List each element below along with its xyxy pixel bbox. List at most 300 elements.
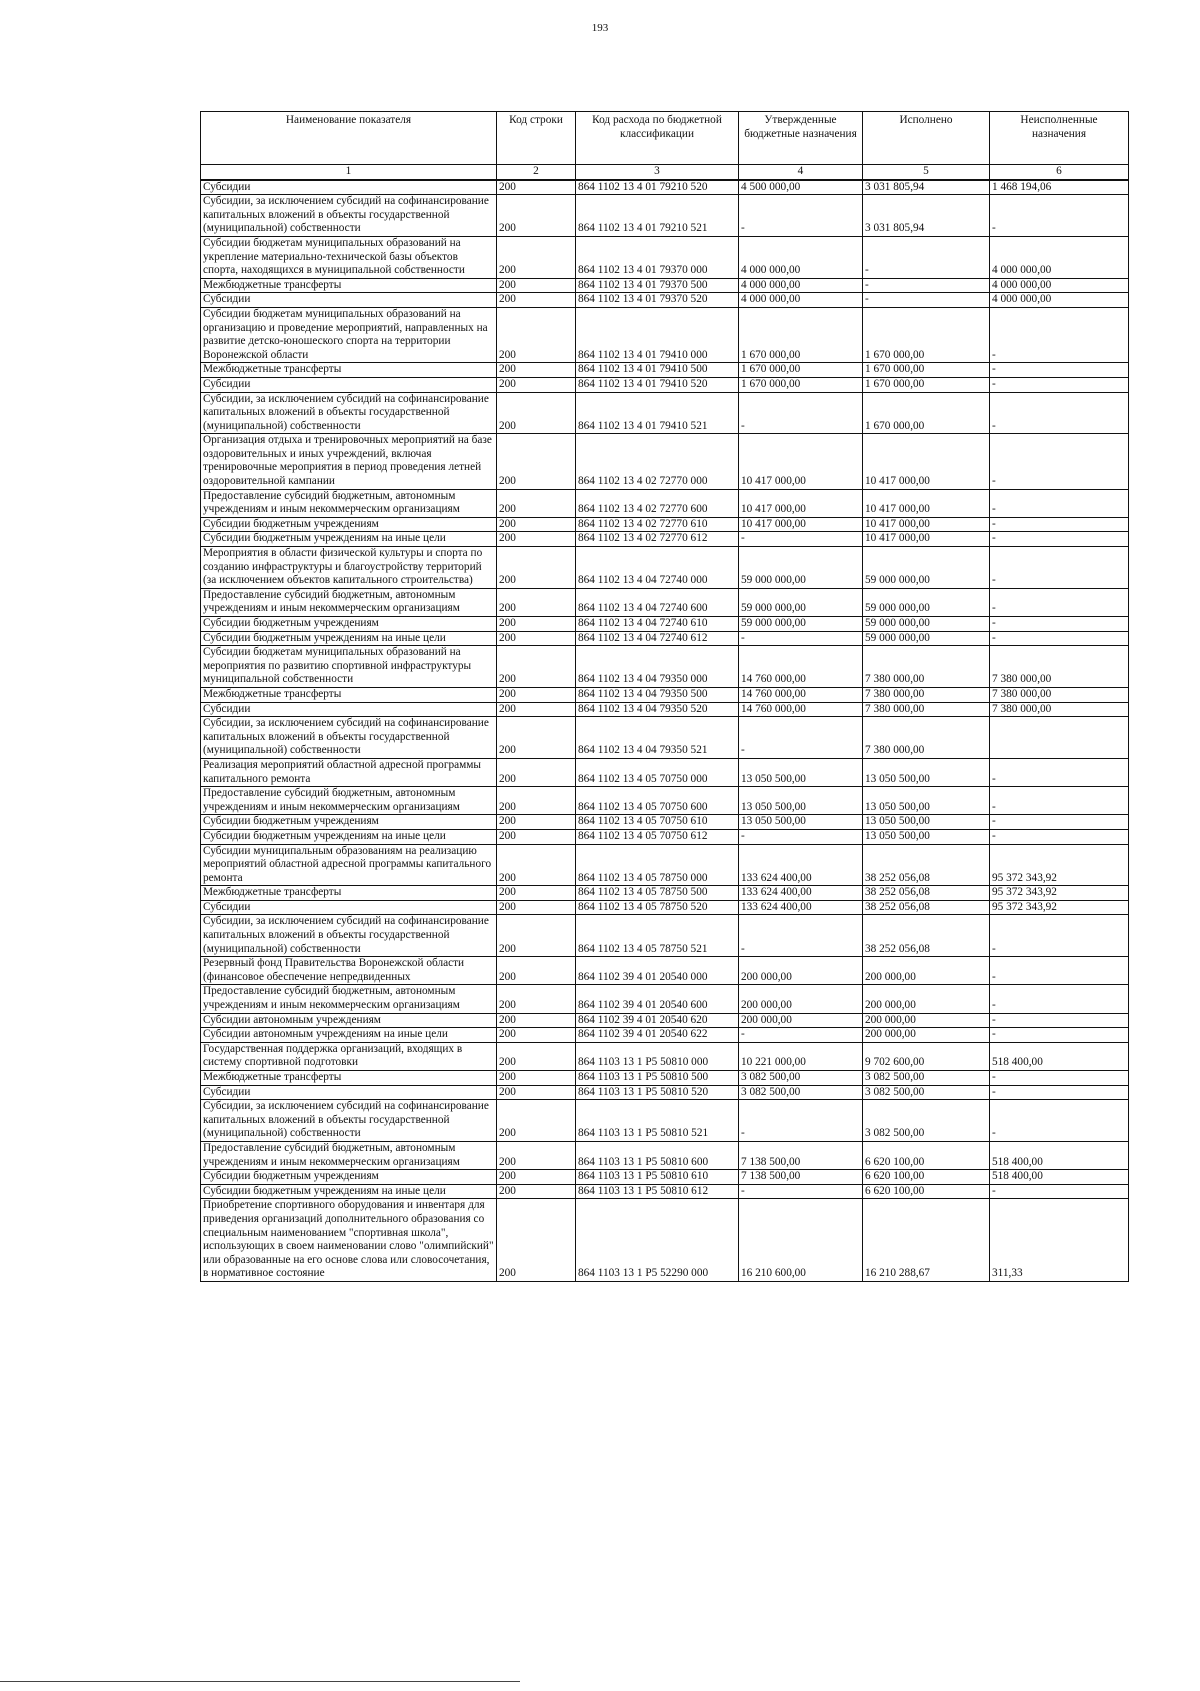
row-line-code: 200 bbox=[497, 646, 576, 688]
row-executed-amount: 10 417 000,00 bbox=[863, 517, 990, 532]
row-executed-amount: - bbox=[863, 278, 990, 293]
row-indicator-name: Субсидии bbox=[201, 900, 497, 915]
row-line-code: 200 bbox=[497, 307, 576, 362]
row-line-code: 200 bbox=[497, 363, 576, 378]
row-approved-amount: - bbox=[739, 829, 863, 844]
row-indicator-name: Субсидии бюджетным учреждениям на иные цели bbox=[201, 631, 497, 646]
table-row bbox=[201, 236, 1129, 278]
row-remaining-amount: 4 000 000,00 bbox=[990, 293, 1129, 308]
row-indicator-name: Субсидии бюджетам муниципальных образований на мероприятия по развитию спортивной инфраструктуры муниципальной собственности bbox=[201, 646, 497, 688]
row-indicator-name: Предоставление субсидий бюджетным, автономным учреждениям и иным некоммерческим организациям bbox=[201, 489, 497, 517]
row-indicator-name: Субсидии bbox=[201, 293, 497, 308]
row-line-code: 200 bbox=[497, 392, 576, 434]
row-line-code: 200 bbox=[497, 1028, 576, 1043]
row-budget-code: 864 1102 13 4 05 70750 610 bbox=[576, 815, 739, 830]
row-approved-amount: 59 000 000,00 bbox=[739, 547, 863, 589]
row-executed-amount: 10 417 000,00 bbox=[863, 532, 990, 547]
table-row bbox=[201, 1100, 1129, 1142]
row-remaining-amount: 518 400,00 bbox=[990, 1141, 1129, 1169]
row-line-code: 200 bbox=[497, 434, 576, 489]
table-row bbox=[201, 1028, 1129, 1043]
row-budget-code: 864 1102 13 4 01 79370 520 bbox=[576, 293, 739, 308]
table-row bbox=[201, 985, 1129, 1013]
table-row bbox=[201, 180, 1129, 195]
row-budget-code: 864 1102 13 4 05 78750 520 bbox=[576, 900, 739, 915]
row-approved-amount: 14 760 000,00 bbox=[739, 646, 863, 688]
row-indicator-name: Предоставление субсидий бюджетным, автономным учреждениям и иным некоммерческим организациям bbox=[201, 588, 497, 616]
table-row bbox=[201, 886, 1129, 901]
row-line-code: 200 bbox=[497, 1170, 576, 1185]
row-indicator-name: Мероприятия в области физической культуры и спорта по созданию инфраструктуры и благоустройству территорий (за исключением объектов капитального строительства) bbox=[201, 547, 497, 589]
row-executed-amount: 9 702 600,00 bbox=[863, 1042, 990, 1070]
row-remaining-amount: - bbox=[990, 617, 1129, 632]
row-budget-code: 864 1102 13 4 01 79370 000 bbox=[576, 236, 739, 278]
row-budget-code: 864 1102 13 4 02 72770 612 bbox=[576, 532, 739, 547]
row-executed-amount: 6 620 100,00 bbox=[863, 1184, 990, 1199]
header-executed: Исполнено bbox=[863, 112, 990, 165]
row-approved-amount: - bbox=[739, 717, 863, 759]
row-budget-code: 864 1103 13 1 Р5 50810 600 bbox=[576, 1141, 739, 1169]
row-line-code: 200 bbox=[497, 900, 576, 915]
row-line-code: 200 bbox=[497, 717, 576, 759]
row-line-code: 200 bbox=[497, 758, 576, 786]
row-approved-amount: 133 624 400,00 bbox=[739, 900, 863, 915]
row-executed-amount: 1 670 000,00 bbox=[863, 392, 990, 434]
table-body bbox=[201, 180, 1129, 1282]
row-approved-amount: 200 000,00 bbox=[739, 1013, 863, 1028]
row-approved-amount: 16 210 600,00 bbox=[739, 1199, 863, 1282]
row-approved-amount: 200 000,00 bbox=[739, 957, 863, 985]
row-approved-amount: - bbox=[739, 631, 863, 646]
row-budget-code: 864 1102 13 4 04 79350 520 bbox=[576, 702, 739, 717]
row-budget-code: 864 1102 13 4 04 79350 000 bbox=[576, 646, 739, 688]
row-budget-code: 864 1103 13 1 Р5 50810 000 bbox=[576, 1042, 739, 1070]
table-row bbox=[201, 1141, 1129, 1169]
row-line-code: 200 bbox=[497, 293, 576, 308]
row-approved-amount: 4 000 000,00 bbox=[739, 236, 863, 278]
row-line-code: 200 bbox=[497, 180, 576, 195]
row-budget-code: 864 1103 13 1 Р5 50810 520 bbox=[576, 1085, 739, 1100]
table-row bbox=[201, 278, 1129, 293]
table-row bbox=[201, 293, 1129, 308]
table-row bbox=[201, 900, 1129, 915]
row-indicator-name: Реализация мероприятий областной адресной программы капитального ремонта bbox=[201, 758, 497, 786]
table-header-row bbox=[201, 112, 1129, 165]
row-remaining-amount: 7 380 000,00 bbox=[990, 646, 1129, 688]
row-approved-amount: 4 500 000,00 bbox=[739, 180, 863, 195]
row-remaining-amount: 95 372 343,92 bbox=[990, 900, 1129, 915]
row-budget-code: 864 1102 13 4 01 79410 520 bbox=[576, 377, 739, 392]
table-row bbox=[201, 392, 1129, 434]
row-executed-amount: 59 000 000,00 bbox=[863, 588, 990, 616]
row-executed-amount: - bbox=[863, 236, 990, 278]
row-remaining-amount: - bbox=[990, 631, 1129, 646]
row-executed-amount: 3 082 500,00 bbox=[863, 1100, 990, 1142]
row-indicator-name: Субсидии бюджетным учреждениям bbox=[201, 1170, 497, 1185]
table-row bbox=[201, 532, 1129, 547]
row-remaining-amount: - bbox=[990, 547, 1129, 589]
row-approved-amount: 10 417 000,00 bbox=[739, 434, 863, 489]
row-indicator-name: Субсидии bbox=[201, 377, 497, 392]
row-line-code: 200 bbox=[497, 1042, 576, 1070]
column-number: 3 bbox=[576, 165, 739, 180]
row-executed-amount: 3 082 500,00 bbox=[863, 1085, 990, 1100]
row-indicator-name: Субсидии бюджетам муниципальных образований на укрепление материально-технической базы объектов спорта, находящихся в муниципальной собственности bbox=[201, 236, 497, 278]
row-remaining-amount: 95 372 343,92 bbox=[990, 886, 1129, 901]
row-executed-amount: 59 000 000,00 bbox=[863, 631, 990, 646]
row-remaining-amount: - bbox=[990, 195, 1129, 237]
row-remaining-amount: 95 372 343,92 bbox=[990, 844, 1129, 886]
row-budget-code: 864 1102 13 4 05 70750 612 bbox=[576, 829, 739, 844]
row-line-code: 200 bbox=[497, 1141, 576, 1169]
row-approved-amount: 14 760 000,00 bbox=[739, 702, 863, 717]
header-budget-code: Код расхода по бюджетной классификации bbox=[576, 112, 739, 165]
table-row bbox=[201, 1199, 1129, 1282]
table-row bbox=[201, 631, 1129, 646]
row-indicator-name: Резервный фонд Правительства Воронежской области (финансовое обеспечение непредвиденных bbox=[201, 957, 497, 985]
row-line-code: 200 bbox=[497, 915, 576, 957]
table-row bbox=[201, 702, 1129, 717]
row-budget-code: 864 1103 13 1 Р5 50810 610 bbox=[576, 1170, 739, 1185]
row-remaining-amount: - bbox=[990, 307, 1129, 362]
row-approved-amount: 3 082 500,00 bbox=[739, 1071, 863, 1086]
row-approved-amount: - bbox=[739, 392, 863, 434]
table-row bbox=[201, 588, 1129, 616]
table-row bbox=[201, 1071, 1129, 1086]
row-indicator-name: Предоставление субсидий бюджетным, автономным учреждениям и иным некоммерческим организациям bbox=[201, 985, 497, 1013]
column-number: 6 bbox=[990, 165, 1129, 180]
row-budget-code: 864 1102 13 4 01 79410 000 bbox=[576, 307, 739, 362]
row-executed-amount: 3 082 500,00 bbox=[863, 1071, 990, 1086]
table-row bbox=[201, 489, 1129, 517]
row-remaining-amount: 7 380 000,00 bbox=[990, 702, 1129, 717]
row-remaining-amount: - bbox=[990, 1071, 1129, 1086]
row-remaining-amount: - bbox=[990, 985, 1129, 1013]
row-remaining-amount: - bbox=[990, 1085, 1129, 1100]
row-executed-amount: 59 000 000,00 bbox=[863, 547, 990, 589]
row-remaining-amount: - bbox=[990, 787, 1129, 815]
row-indicator-name: Субсидии муниципальным образованиям на реализацию мероприятий областной адресной программы капитального ремонта bbox=[201, 844, 497, 886]
row-line-code: 200 bbox=[497, 1184, 576, 1199]
header-line-code: Код строки bbox=[497, 112, 576, 165]
table-row bbox=[201, 517, 1129, 532]
row-approved-amount: 4 000 000,00 bbox=[739, 278, 863, 293]
column-number-row bbox=[201, 165, 1129, 180]
row-executed-amount: 13 050 500,00 bbox=[863, 815, 990, 830]
table-row bbox=[201, 687, 1129, 702]
row-line-code: 200 bbox=[497, 687, 576, 702]
row-line-code: 200 bbox=[497, 1013, 576, 1028]
footer-divider bbox=[0, 1681, 520, 1682]
page-number: 193 bbox=[591, 22, 609, 34]
row-indicator-name: Субсидии, за исключением субсидий на софинансирование капитальных вложений в объекты государственной (муниципальной) собственности bbox=[201, 915, 497, 957]
row-remaining-amount: 4 000 000,00 bbox=[990, 278, 1129, 293]
row-executed-amount: 3 031 805,94 bbox=[863, 180, 990, 195]
row-indicator-name: Субсидии, за исключением субсидий на софинансирование капитальных вложений в объекты государственной (муниципальной) собственности bbox=[201, 1100, 497, 1142]
row-remaining-amount: - bbox=[990, 588, 1129, 616]
row-indicator-name: Субсидии бюджетам муниципальных образований на организацию и проведение мероприятий, направленных на развитие детско-юношеского спорта на территории Воронежской области bbox=[201, 307, 497, 362]
row-line-code: 200 bbox=[497, 829, 576, 844]
row-remaining-amount: - bbox=[990, 363, 1129, 378]
table-row bbox=[201, 1184, 1129, 1199]
row-approved-amount: 14 760 000,00 bbox=[739, 687, 863, 702]
table-row bbox=[201, 915, 1129, 957]
row-remaining-amount: - bbox=[990, 377, 1129, 392]
row-remaining-amount: - bbox=[990, 434, 1129, 489]
row-budget-code: 864 1102 13 4 04 72740 000 bbox=[576, 547, 739, 589]
row-line-code: 200 bbox=[497, 815, 576, 830]
row-budget-code: 864 1102 13 4 01 79410 500 bbox=[576, 363, 739, 378]
row-budget-code: 864 1102 39 4 01 20540 620 bbox=[576, 1013, 739, 1028]
table-row bbox=[201, 758, 1129, 786]
row-approved-amount: 200 000,00 bbox=[739, 985, 863, 1013]
row-executed-amount: 1 670 000,00 bbox=[863, 307, 990, 362]
row-approved-amount: 13 050 500,00 bbox=[739, 758, 863, 786]
row-executed-amount: 13 050 500,00 bbox=[863, 758, 990, 786]
row-line-code: 200 bbox=[497, 844, 576, 886]
row-remaining-amount: - bbox=[990, 815, 1129, 830]
row-executed-amount: - bbox=[863, 293, 990, 308]
row-budget-code: 864 1102 13 4 04 72740 610 bbox=[576, 617, 739, 632]
row-approved-amount: 4 000 000,00 bbox=[739, 293, 863, 308]
row-remaining-amount: 518 400,00 bbox=[990, 1170, 1129, 1185]
row-budget-code: 864 1102 13 4 04 72740 612 bbox=[576, 631, 739, 646]
row-remaining-amount: 1 468 194,06 bbox=[990, 180, 1129, 195]
row-executed-amount: 13 050 500,00 bbox=[863, 829, 990, 844]
header-approved: Утвержденные бюджетные назначения bbox=[739, 112, 863, 165]
row-indicator-name: Субсидии автономным учреждениям bbox=[201, 1013, 497, 1028]
row-approved-amount: 3 082 500,00 bbox=[739, 1085, 863, 1100]
row-approved-amount: - bbox=[739, 915, 863, 957]
row-budget-code: 864 1102 13 4 02 72770 610 bbox=[576, 517, 739, 532]
row-budget-code: 864 1102 13 4 04 79350 500 bbox=[576, 687, 739, 702]
row-line-code: 200 bbox=[497, 278, 576, 293]
row-executed-amount: 10 417 000,00 bbox=[863, 434, 990, 489]
row-indicator-name: Организация отдыха и тренировочных мероприятий на базе оздоровительных и иных учреждений, включая тренировочные мероприятия в период проведения летней оздоровительной кампании bbox=[201, 434, 497, 489]
row-approved-amount: 13 050 500,00 bbox=[739, 787, 863, 815]
column-number: 4 bbox=[739, 165, 863, 180]
table-row bbox=[201, 815, 1129, 830]
row-budget-code: 864 1102 13 4 01 79210 520 bbox=[576, 180, 739, 195]
row-indicator-name: Предоставление субсидий бюджетным, автономным учреждениям и иным некоммерческим организациям bbox=[201, 787, 497, 815]
table-row bbox=[201, 377, 1129, 392]
row-line-code: 200 bbox=[497, 377, 576, 392]
row-budget-code: 864 1102 13 4 01 79410 521 bbox=[576, 392, 739, 434]
row-approved-amount: - bbox=[739, 1184, 863, 1199]
row-executed-amount: 16 210 288,67 bbox=[863, 1199, 990, 1282]
row-line-code: 200 bbox=[497, 532, 576, 547]
row-approved-amount: - bbox=[739, 1100, 863, 1142]
row-remaining-amount: 311,33 bbox=[990, 1199, 1129, 1282]
row-indicator-name: Межбюджетные трансферты bbox=[201, 363, 497, 378]
row-approved-amount: - bbox=[739, 1028, 863, 1043]
table-row bbox=[201, 617, 1129, 632]
row-executed-amount: 200 000,00 bbox=[863, 1028, 990, 1043]
row-budget-code: 864 1103 13 1 Р5 50810 500 bbox=[576, 1071, 739, 1086]
row-approved-amount: 1 670 000,00 bbox=[739, 363, 863, 378]
table-row bbox=[201, 363, 1129, 378]
row-approved-amount: 10 417 000,00 bbox=[739, 517, 863, 532]
row-remaining-amount: - bbox=[990, 957, 1129, 985]
row-remaining-amount: - bbox=[990, 1028, 1129, 1043]
row-executed-amount: 7 380 000,00 bbox=[863, 702, 990, 717]
row-line-code: 200 bbox=[497, 787, 576, 815]
row-approved-amount: 7 138 500,00 bbox=[739, 1141, 863, 1169]
row-line-code: 200 bbox=[497, 195, 576, 237]
header-indicator-name: Наименование показателя bbox=[201, 112, 497, 165]
row-remaining-amount: - bbox=[990, 1013, 1129, 1028]
row-approved-amount: 133 624 400,00 bbox=[739, 844, 863, 886]
row-indicator-name: Субсидии бюджетным учреждениям bbox=[201, 617, 497, 632]
row-remaining-amount: - bbox=[990, 517, 1129, 532]
table-row bbox=[201, 1170, 1129, 1185]
row-executed-amount: 6 620 100,00 bbox=[863, 1141, 990, 1169]
header-remaining: Неисполненные назначения bbox=[990, 112, 1129, 165]
table-row bbox=[201, 646, 1129, 688]
row-executed-amount: 1 670 000,00 bbox=[863, 363, 990, 378]
row-indicator-name: Субсидии бюджетным учреждениям bbox=[201, 815, 497, 830]
row-remaining-amount bbox=[990, 717, 1129, 759]
row-remaining-amount: 518 400,00 bbox=[990, 1042, 1129, 1070]
table-row bbox=[201, 547, 1129, 589]
row-indicator-name: Приобретение спортивного оборудования и инвентаря для приведения организаций дополнительного образования со специальным наименованием "спортивная школа", использующих в своем наименовании слово "олимпийский" или образованные на его основе слова или словосочетания, в нормативное состояние bbox=[201, 1199, 497, 1282]
row-indicator-name: Субсидии бюджетным учреждениям на иные цели bbox=[201, 829, 497, 844]
row-budget-code: 864 1103 13 1 Р5 52290 000 bbox=[576, 1199, 739, 1282]
row-budget-code: 864 1102 13 4 05 70750 600 bbox=[576, 787, 739, 815]
row-budget-code: 864 1103 13 1 Р5 50810 612 bbox=[576, 1184, 739, 1199]
row-indicator-name: Субсидии бюджетным учреждениям bbox=[201, 517, 497, 532]
row-indicator-name: Государственная поддержка организаций, входящих в систему спортивной подготовки bbox=[201, 1042, 497, 1070]
row-budget-code: 864 1102 39 4 01 20540 600 bbox=[576, 985, 739, 1013]
row-indicator-name: Межбюджетные трансферты bbox=[201, 886, 497, 901]
row-executed-amount: 200 000,00 bbox=[863, 957, 990, 985]
row-line-code: 200 bbox=[497, 1100, 576, 1142]
table-row bbox=[201, 829, 1129, 844]
row-executed-amount: 38 252 056,08 bbox=[863, 915, 990, 957]
row-approved-amount: 13 050 500,00 bbox=[739, 815, 863, 830]
row-executed-amount: 7 380 000,00 bbox=[863, 687, 990, 702]
row-executed-amount: 10 417 000,00 bbox=[863, 489, 990, 517]
row-approved-amount: 10 221 000,00 bbox=[739, 1042, 863, 1070]
row-budget-code: 864 1102 13 4 01 79210 521 bbox=[576, 195, 739, 237]
row-indicator-name: Субсидии, за исключением субсидий на софинансирование капитальных вложений в объекты государственной (муниципальной) собственности bbox=[201, 195, 497, 237]
row-indicator-name: Субсидии бюджетным учреждениям на иные цели bbox=[201, 1184, 497, 1199]
row-indicator-name: Субсидии, за исключением субсидий на софинансирование капитальных вложений в объекты государственной (муниципальной) собственности bbox=[201, 392, 497, 434]
row-line-code: 200 bbox=[497, 489, 576, 517]
row-indicator-name: Межбюджетные трансферты bbox=[201, 1071, 497, 1086]
row-line-code: 200 bbox=[497, 631, 576, 646]
row-approved-amount: 133 624 400,00 bbox=[739, 886, 863, 901]
row-line-code: 200 bbox=[497, 957, 576, 985]
row-approved-amount: 1 670 000,00 bbox=[739, 307, 863, 362]
row-budget-code: 864 1102 13 4 05 78750 521 bbox=[576, 915, 739, 957]
column-number: 2 bbox=[497, 165, 576, 180]
row-approved-amount: - bbox=[739, 195, 863, 237]
row-budget-code: 864 1102 13 4 04 79350 521 bbox=[576, 717, 739, 759]
row-indicator-name: Субсидии бюджетным учреждениям на иные цели bbox=[201, 532, 497, 547]
row-remaining-amount: - bbox=[990, 1100, 1129, 1142]
row-approved-amount: 7 138 500,00 bbox=[739, 1170, 863, 1185]
row-line-code: 200 bbox=[497, 588, 576, 616]
row-executed-amount: 200 000,00 bbox=[863, 1013, 990, 1028]
row-line-code: 200 bbox=[497, 1085, 576, 1100]
column-number: 5 bbox=[863, 165, 990, 180]
row-indicator-name: Межбюджетные трансферты bbox=[201, 278, 497, 293]
row-indicator-name: Субсидии bbox=[201, 180, 497, 195]
row-approved-amount: 10 417 000,00 bbox=[739, 489, 863, 517]
table-row bbox=[201, 1013, 1129, 1028]
row-line-code: 200 bbox=[497, 1199, 576, 1282]
row-remaining-amount: - bbox=[990, 1184, 1129, 1199]
table-row bbox=[201, 1085, 1129, 1100]
row-remaining-amount: - bbox=[990, 392, 1129, 434]
row-approved-amount: 1 670 000,00 bbox=[739, 377, 863, 392]
row-line-code: 200 bbox=[497, 547, 576, 589]
row-budget-code: 864 1103 13 1 Р5 50810 521 bbox=[576, 1100, 739, 1142]
row-line-code: 200 bbox=[497, 702, 576, 717]
row-line-code: 200 bbox=[497, 1071, 576, 1086]
row-executed-amount: 7 380 000,00 bbox=[863, 646, 990, 688]
row-remaining-amount: - bbox=[990, 915, 1129, 957]
row-line-code: 200 bbox=[497, 517, 576, 532]
row-indicator-name: Субсидии bbox=[201, 702, 497, 717]
row-executed-amount: 38 252 056,08 bbox=[863, 886, 990, 901]
table-row bbox=[201, 307, 1129, 362]
row-budget-code: 864 1102 13 4 05 78750 000 bbox=[576, 844, 739, 886]
row-line-code: 200 bbox=[497, 236, 576, 278]
row-indicator-name: Субсидии автономным учреждениям на иные цели bbox=[201, 1028, 497, 1043]
row-remaining-amount: - bbox=[990, 829, 1129, 844]
row-executed-amount: 38 252 056,08 bbox=[863, 900, 990, 915]
row-budget-code: 864 1102 13 4 04 72740 600 bbox=[576, 588, 739, 616]
row-line-code: 200 bbox=[497, 886, 576, 901]
row-budget-code: 864 1102 39 4 01 20540 622 bbox=[576, 1028, 739, 1043]
row-approved-amount: 59 000 000,00 bbox=[739, 588, 863, 616]
table-row bbox=[201, 717, 1129, 759]
table-row bbox=[201, 1042, 1129, 1070]
row-remaining-amount: - bbox=[990, 758, 1129, 786]
row-executed-amount: 38 252 056,08 bbox=[863, 844, 990, 886]
column-number: 1 bbox=[201, 165, 497, 180]
table-row bbox=[201, 787, 1129, 815]
table-row bbox=[201, 844, 1129, 886]
row-indicator-name: Предоставление субсидий бюджетным, автономным учреждениям и иным некоммерческим организациям bbox=[201, 1141, 497, 1169]
row-indicator-name: Межбюджетные трансферты bbox=[201, 687, 497, 702]
row-budget-code: 864 1102 39 4 01 20540 000 bbox=[576, 957, 739, 985]
row-budget-code: 864 1102 13 4 01 79370 500 bbox=[576, 278, 739, 293]
row-executed-amount: 59 000 000,00 bbox=[863, 617, 990, 632]
row-line-code: 200 bbox=[497, 617, 576, 632]
row-budget-code: 864 1102 13 4 05 70750 000 bbox=[576, 758, 739, 786]
row-indicator-name: Субсидии bbox=[201, 1085, 497, 1100]
row-budget-code: 864 1102 13 4 05 78750 500 bbox=[576, 886, 739, 901]
row-approved-amount: 59 000 000,00 bbox=[739, 617, 863, 632]
table-row bbox=[201, 195, 1129, 237]
table-row bbox=[201, 434, 1129, 489]
row-executed-amount: 1 670 000,00 bbox=[863, 377, 990, 392]
row-budget-code: 864 1102 13 4 02 72770 600 bbox=[576, 489, 739, 517]
row-budget-code: 864 1102 13 4 02 72770 000 bbox=[576, 434, 739, 489]
row-executed-amount: 6 620 100,00 bbox=[863, 1170, 990, 1185]
row-remaining-amount: 7 380 000,00 bbox=[990, 687, 1129, 702]
row-executed-amount: 7 380 000,00 bbox=[863, 717, 990, 759]
row-remaining-amount: 4 000 000,00 bbox=[990, 236, 1129, 278]
row-remaining-amount: - bbox=[990, 489, 1129, 517]
row-executed-amount: 200 000,00 bbox=[863, 985, 990, 1013]
budget-execution-table bbox=[200, 111, 1129, 1282]
row-line-code: 200 bbox=[497, 985, 576, 1013]
table-row bbox=[201, 957, 1129, 985]
